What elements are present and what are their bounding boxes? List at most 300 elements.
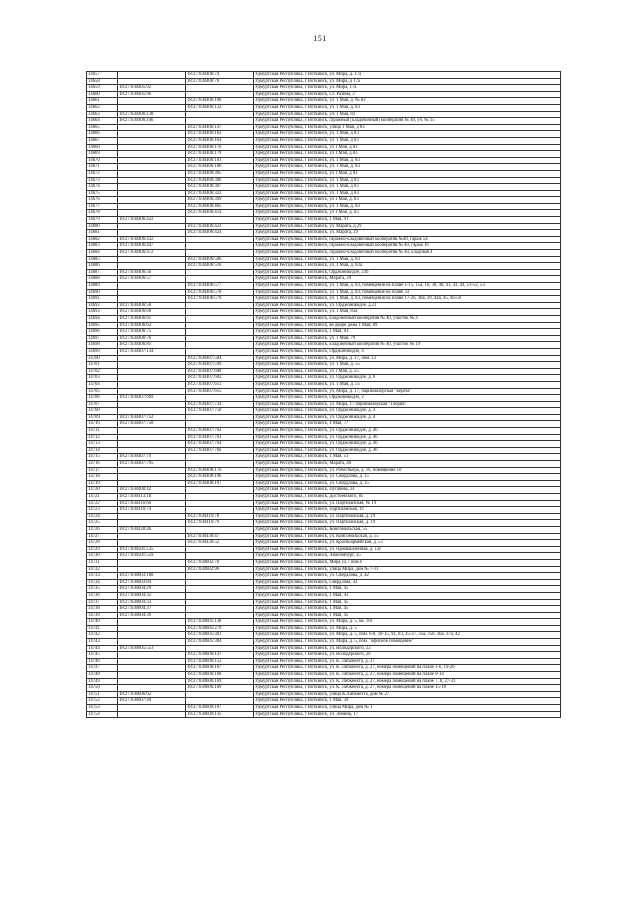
table-row — [87, 652, 561, 659]
address-cell: Удмуртская Республика, г Воткинск, Достоевского, 85 — [254, 494, 561, 501]
building-cadastral-number-cell: 18:27:030606:147 — [186, 652, 254, 659]
address-cell: Удмуртская Республика, г Воткинск, ул. Орджоникидзе, д. 46 — [254, 441, 561, 448]
address-cell: Удмуртская Республика, г Воткинск, ул. Робеспьера, д. 16, помещение 10 — [254, 467, 561, 474]
land-cadastral-number-cell — [118, 170, 186, 177]
building-cadastral-number-cell — [186, 507, 254, 514]
row-number-cell: 14752 — [87, 698, 118, 705]
building-cadastral-number-cell: 18:27:030606:169 — [186, 678, 254, 685]
land-cadastral-number-cell — [118, 137, 186, 144]
address-cell: Удмуртская Республика, г Воткинск, ул. Партизанская, № 19 — [254, 500, 561, 507]
building-cadastral-number-cell: 18:27:030430:52 — [186, 540, 254, 547]
table-row — [87, 553, 561, 560]
address-cell: Удмуртская Республика, г Воткинск, ул. 1 Мая, д. № 83 — [254, 98, 561, 105]
land-cadastral-number-cell: 18:27:030407:758 — [118, 421, 186, 428]
address-cell: Удмуртская Республика, г Воткинск, ул. Володарского, 26 — [254, 652, 561, 659]
address-cell: Удмуртская Республика, г Воткинск, 1 Мая, 45 — [254, 586, 561, 593]
land-cadastral-number-cell: 18:27:030501:535 — [118, 546, 186, 553]
row-number-cell: 14711 — [87, 428, 118, 435]
page-number: 151 — [313, 34, 327, 43]
building-cadastral-number-cell: 18:27:030407:584 — [186, 355, 254, 362]
table-row — [87, 408, 561, 415]
building-cadastral-number-cell: 18:27:030605:279 — [186, 625, 254, 632]
row-number-cell: 14753 — [87, 705, 118, 712]
building-cadastral-number-cell — [186, 573, 254, 580]
land-cadastral-number-cell — [118, 401, 186, 408]
building-cadastral-number-cell: 18:27:030407:766 — [186, 447, 254, 454]
row-number-cell: 14705 — [87, 388, 118, 395]
address-cell: Удмуртская Республика, г Воткинск, Орджоникидзе, 4 — [254, 348, 561, 355]
building-cadastral-number-cell: 18:27:030606:168 — [186, 672, 254, 679]
row-number-cell: 14727 — [87, 533, 118, 540]
address-cell: Удмуртская Республика, г Воткинск, гаражно-кладовочный кооператив № 40, гараж 16 — [254, 243, 561, 250]
table-row — [87, 513, 561, 520]
table-row — [87, 118, 561, 125]
row-number-cell: 14682 — [87, 236, 118, 243]
table-row — [87, 520, 561, 527]
land-cadastral-number-cell — [118, 151, 186, 158]
building-cadastral-number-cell — [186, 309, 254, 316]
row-number-cell: 14726 — [87, 526, 118, 533]
address-cell: Удмуртская Республика, г Воткинск, ул. 1 Мая, 83а — [254, 309, 561, 316]
address-cell: Удмуртская Республика, г Воткинск, ул. Партизанская, д. 19 — [254, 520, 561, 527]
table-row — [87, 315, 561, 322]
table-row — [87, 335, 561, 342]
building-cadastral-number-cell: 18:27:030406:181 — [186, 157, 254, 164]
building-cadastral-number-cell — [186, 698, 254, 705]
land-cadastral-number-cell — [118, 124, 186, 131]
building-cadastral-number-cell: 18:27:030407:764 — [186, 441, 254, 448]
land-cadastral-number-cell — [118, 566, 186, 573]
table-row — [87, 414, 561, 421]
address-cell: Удмуртская Республика, г Воткинск, Орджоникидзе, 2 — [254, 395, 561, 402]
address-cell: Удмуртская Республика, г Воткинск, ул 1 Мая, д 83 — [254, 151, 561, 158]
building-cadastral-number-cell — [186, 691, 254, 698]
building-cadastral-number-cell — [186, 606, 254, 613]
row-number-cell: 14708 — [87, 408, 118, 415]
table-row — [87, 474, 561, 481]
land-cadastral-number-cell — [118, 474, 186, 481]
land-cadastral-number-cell — [118, 711, 186, 718]
address-cell: Удмуртская Республика, г Воткинск, ул. Красноармейская, д. 53 — [254, 540, 561, 547]
building-cadastral-number-cell — [186, 342, 254, 349]
building-cadastral-number-cell — [186, 461, 254, 468]
building-cadastral-number-cell: 18:27:030406:176 — [186, 144, 254, 151]
land-cadastral-number-cell: 18:27:030604:33 — [118, 599, 186, 606]
address-cell: Удмуртская Республика, г Воткинск, 1 Мая, 77 — [254, 421, 561, 428]
row-number-cell: 14703 — [87, 375, 118, 382]
row-number-cell: 14710 — [87, 421, 118, 428]
row-number-cell: 14736 — [87, 592, 118, 599]
table-row — [87, 256, 561, 263]
table-row — [87, 388, 561, 395]
building-cadastral-number-cell: 18:27:030406:179 — [186, 151, 254, 158]
building-cadastral-number-cell — [186, 421, 254, 428]
address-cell: Удмуртская Республика, г Воткинск, ул. 1 Мая, д 83 — [254, 131, 561, 138]
table-row — [87, 250, 561, 257]
table-row — [87, 632, 561, 639]
address-cell: Удмуртская Республика, г Воткинск, ул 1 Мая, д 83 — [254, 170, 561, 177]
table-row — [87, 606, 561, 613]
land-cadastral-number-cell: 18:27:030603:168 — [118, 573, 186, 580]
building-cadastral-number-cell — [186, 494, 254, 501]
table-row — [87, 309, 561, 316]
address-cell: Удмуртская Республика, г Воткинск, ул. Мира, д. 5, пом. "офисное помещение" — [254, 639, 561, 646]
row-number-cell: 14658 — [87, 78, 118, 85]
address-cell: Удмуртская Республика, г Воткинск, ул. 1 Мая, д 83 — [254, 137, 561, 144]
land-cadastral-number-cell — [118, 705, 186, 712]
table-row — [87, 540, 561, 547]
table-row — [87, 296, 561, 303]
land-cadastral-number-cell: 18:27:030406:56 — [118, 269, 186, 276]
table-row — [87, 678, 561, 685]
row-number-cell: 14688 — [87, 276, 118, 283]
building-cadastral-number-cell: 18:27:030406:424 — [186, 230, 254, 237]
row-number-cell: 14657 — [87, 72, 118, 79]
row-number-cell: 14660 — [87, 91, 118, 98]
land-cadastral-number-cell: 18:27:030407:795 — [118, 461, 186, 468]
address-cell: Удмуртская Республика, г Воткинск, ул. Промышленная, д. 12Г — [254, 546, 561, 553]
row-number-cell: 14713 — [87, 441, 118, 448]
address-cell: Удмуртская Республика, г Воткинск, ул. Орджоникидзе, д. 46 — [254, 434, 561, 441]
building-cadastral-number-cell: 18:27:030430:47 — [186, 533, 254, 540]
address-cell: Удмуртская Республика, г Воткинск, ул. 1 Мая, д 83 — [254, 190, 561, 197]
land-cadastral-number-cell: 18:27:030406:146 — [118, 118, 186, 125]
table-row — [87, 322, 561, 329]
building-cadastral-number-cell — [186, 335, 254, 342]
land-cadastral-number-cell: 18:27:030604:32 — [118, 592, 186, 599]
table-row — [87, 698, 561, 705]
table-row — [87, 177, 561, 184]
table-row — [87, 645, 561, 652]
land-cadastral-number-cell: 18:27:030413:18 — [118, 494, 186, 501]
land-cadastral-number-cell: 18:27:030407:752 — [118, 414, 186, 421]
address-cell: Удмуртская Республика, г Воткинск, ул. Орджоникидзе, д. 4 — [254, 414, 561, 421]
row-number-cell: 14754 — [87, 711, 118, 718]
row-number-cell: 14676 — [87, 197, 118, 204]
land-cadastral-number-cell — [118, 428, 186, 435]
land-cadastral-number-cell — [118, 639, 186, 646]
table-row — [87, 342, 561, 349]
building-cadastral-number-cell: 18:27:030605:384 — [186, 639, 254, 646]
building-cadastral-number-cell: 18:27:030407:599 — [186, 362, 254, 369]
row-number-cell: 14669 — [87, 151, 118, 158]
land-cadastral-number-cell — [118, 157, 186, 164]
land-cadastral-number-cell: 18:27:030604:37 — [118, 606, 186, 613]
land-cadastral-number-cell — [118, 540, 186, 547]
building-cadastral-number-cell — [186, 612, 254, 619]
land-cadastral-number-cell: 18:27:030603:84 — [118, 579, 186, 586]
row-number-cell: 14731 — [87, 559, 118, 566]
building-cadastral-number-cell — [186, 414, 254, 421]
address-cell: Удмуртская Республика, г Воткинск, 1 Мая, 43 — [254, 592, 561, 599]
table-row — [87, 170, 561, 177]
address-cell: Удмуртская Республика, г Воткинск, кладовочный кооператив № 40, участок № 19 — [254, 342, 561, 349]
address-cell: Удмуртская Республика, г Воткинск, ул. Комсомольская, д. 55 — [254, 533, 561, 540]
table-row — [87, 111, 561, 118]
row-number-cell: 14718 — [87, 474, 118, 481]
building-cadastral-number-cell: 18:27:030406:100 — [186, 98, 254, 105]
row-number-cell: 14743 — [87, 639, 118, 646]
land-cadastral-number-cell: 18:27:030408:42 — [118, 487, 186, 494]
address-cell: Удмуртская Республика, г Воткинск, ул. Свердлова, д. 42 — [254, 573, 561, 580]
row-number-cell: 14734 — [87, 579, 118, 586]
building-cadastral-number-cell: 18:27:030407:763 — [186, 434, 254, 441]
row-number-cell: 14725 — [87, 520, 118, 527]
address-cell: Удмуртская Республика, г Воткинск, ул. 1 Мая, 79 — [254, 335, 561, 342]
building-cadastral-number-cell — [186, 487, 254, 494]
building-cadastral-number-cell — [186, 586, 254, 593]
address-cell: Удмуртская Республика, г Воткинск, улица 1 Мая, д 83 — [254, 124, 561, 131]
building-cadastral-number-cell: 18:27:030406:186 — [186, 164, 254, 171]
land-cadastral-number-cell — [118, 190, 186, 197]
land-cadastral-number-cell — [118, 672, 186, 679]
address-cell: Удмуртская Республика, г Воткинск, улица К.Либкнехта, дом № 27 — [254, 691, 561, 698]
building-cadastral-number-cell: 18:27:030406:579 — [186, 296, 254, 303]
table-row — [87, 269, 561, 276]
row-number-cell: 14668 — [87, 144, 118, 151]
land-cadastral-number-cell — [118, 368, 186, 375]
building-cadastral-number-cell: 18:27:030606:167 — [186, 665, 254, 672]
table-row — [87, 329, 561, 336]
land-cadastral-number-cell — [118, 144, 186, 151]
table-row — [87, 197, 561, 204]
land-cadastral-number-cell — [118, 434, 186, 441]
land-cadastral-number-cell: 18:27:030607:49 — [118, 698, 186, 705]
row-number-cell: 14677 — [87, 203, 118, 210]
address-cell: Удмуртская Республика, г Воткинск, ул. К. Либкнехта, д. 27 — [254, 658, 561, 665]
table-row — [87, 566, 561, 573]
table-row — [87, 672, 561, 679]
address-cell: Удмуртская Республика, г Воткинск, Мира ул.7 пом.6 — [254, 559, 561, 566]
table-row — [87, 711, 561, 718]
land-cadastral-number-cell — [118, 447, 186, 454]
land-cadastral-number-cell — [118, 362, 186, 369]
land-cadastral-number-cell — [118, 223, 186, 230]
address-cell: Удмуртская Республика, г Воткинск, ул 1 Мая, д. 55 — [254, 368, 561, 375]
building-cadastral-number-cell — [186, 592, 254, 599]
table-row — [87, 98, 561, 105]
building-cadastral-number-cell: 18:27:030407:734 — [186, 401, 254, 408]
address-cell: Удмуртская Республика, г Воткинск, кладовочный кооператив № 40, участок № 4 — [254, 315, 561, 322]
table-row — [87, 685, 561, 692]
building-cadastral-number-cell — [186, 546, 254, 553]
table-row — [87, 151, 561, 158]
land-cadastral-number-cell — [118, 658, 186, 665]
land-cadastral-number-cell — [118, 652, 186, 659]
land-cadastral-number-cell: 18:27:030406:75 — [118, 329, 186, 336]
row-number-cell: 14745 — [87, 652, 118, 659]
building-cadastral-number-cell — [186, 645, 254, 652]
table-row — [87, 283, 561, 290]
address-cell: Удмуртская Республика, г Воткинск, ул. К. Либкнехта, д. 27, номера помещений на плане 1-6, 19-26 — [254, 665, 561, 672]
table-row — [87, 355, 561, 362]
address-cell: Удмуртская Республика, г Воткинск, Партизанская, 19 — [254, 507, 561, 514]
building-cadastral-number-cell — [186, 118, 254, 125]
land-cadastral-number-cell — [118, 355, 186, 362]
row-number-cell: 14744 — [87, 645, 118, 652]
table-row — [87, 91, 561, 98]
row-number-cell: 14735 — [87, 586, 118, 593]
land-cadastral-number-cell — [118, 520, 186, 527]
row-number-cell: 14698 — [87, 342, 118, 349]
row-number-cell: 14666 — [87, 131, 118, 138]
land-cadastral-number-cell: 18:27:030605:553 — [118, 645, 186, 652]
building-cadastral-number-cell: 18:27:030602:70 — [186, 559, 254, 566]
land-cadastral-number-cell: 18:27:030430:46 — [118, 526, 186, 533]
address-cell: Удмуртская Республика, г Воткинск, гаражно-кладовочный кооператив №40, гараж 54 — [254, 236, 561, 243]
cadastral-register-table — [86, 71, 561, 718]
table-row — [87, 276, 561, 283]
building-cadastral-number-cell: 18:27:030406:305 — [186, 170, 254, 177]
row-number-cell: 14719 — [87, 480, 118, 487]
address-cell: Удмуртская Республика, г Воткинск, Марата, 29 — [254, 276, 561, 283]
address-cell: Удмуртская Республика, г Воткинск, ул. Марата, д 29 — [254, 223, 561, 230]
land-cadastral-number-cell: 18:27:030406:422 — [118, 217, 186, 224]
land-cadastral-number-cell — [118, 678, 186, 685]
address-cell: Удмуртская Республика, г Воткинск, ул. Мира, 17а — [254, 85, 561, 92]
table-row — [87, 85, 561, 92]
land-cadastral-number-cell — [118, 375, 186, 382]
table-row — [87, 507, 561, 514]
row-number-cell: 14740 — [87, 619, 118, 626]
address-cell: Удмуртская Республика, г Воткинск, ул. 1 Мая, д. 83 — [254, 164, 561, 171]
row-number-cell: 14751 — [87, 691, 118, 698]
building-cadastral-number-cell: 18:27:030408:196 — [186, 474, 254, 481]
address-cell: Удмуртская Республика, г Воткинск, ул. 1 Мая, д. 83 — [254, 256, 561, 263]
table-row — [87, 72, 561, 79]
land-cadastral-number-cell: 18:27:030501:559 — [118, 553, 186, 560]
land-cadastral-number-cell: 18:27:030416:66 — [118, 500, 186, 507]
table-row — [87, 302, 561, 309]
table-row — [87, 599, 561, 606]
table-row — [87, 131, 561, 138]
table-row — [87, 691, 561, 698]
row-number-cell: 14700 — [87, 355, 118, 362]
row-number-cell: 14673 — [87, 177, 118, 184]
building-cadastral-number-cell: 18:27:030406:76 — [186, 78, 254, 85]
table-row — [87, 434, 561, 441]
land-cadastral-number-cell: 18:27:030604:39 — [118, 612, 186, 619]
address-cell: Удмуртская Республика, г Воткинск, ул. Ленина, 17 — [254, 711, 561, 718]
land-cadastral-number-cell — [118, 408, 186, 415]
row-number-cell: 14691 — [87, 296, 118, 303]
table-row — [87, 381, 561, 388]
address-cell: Удмуртская Республика, г Воткинск, ул. Партизанская, д. 19 — [254, 513, 561, 520]
building-cadastral-number-cell — [186, 236, 254, 243]
address-cell: Удмуртская Республика, г Воткинск, ул. Мира, д. 5 — [254, 625, 561, 632]
land-cadastral-number-cell — [118, 296, 186, 303]
row-number-cell: 14679 — [87, 217, 118, 224]
building-cadastral-number-cell — [186, 302, 254, 309]
building-cadastral-number-cell — [186, 395, 254, 402]
table-row — [87, 625, 561, 632]
table-row — [87, 184, 561, 191]
table-row — [87, 223, 561, 230]
row-number-cell: 14714 — [87, 447, 118, 454]
building-cadastral-number-cell: 18:27:030407:615 — [186, 388, 254, 395]
row-number-cell: 14694 — [87, 315, 118, 322]
address-cell: Удмуртская Республика, г Воткинск, ул. Свердлова, д. 15 — [254, 480, 561, 487]
row-number-cell: 14747 — [87, 665, 118, 672]
row-number-cell: 14672 — [87, 170, 118, 177]
row-number-cell: 14670 — [87, 157, 118, 164]
table-row — [87, 592, 561, 599]
row-number-cell: 14680 — [87, 223, 118, 230]
land-cadastral-number-cell — [118, 256, 186, 263]
row-number-cell: 14738 — [87, 606, 118, 613]
address-cell: Удмуртская Республика, г Воткинск, ул. 1 Мая, д. 55 — [254, 381, 561, 388]
land-cadastral-number-cell — [118, 480, 186, 487]
address-cell: Удмуртская Республика, г Воткинск, 1 Мая, 45 — [254, 606, 561, 613]
building-cadastral-number-cell: 18:27:030416:78 — [186, 513, 254, 520]
table-row — [87, 467, 561, 474]
building-cadastral-number-cell — [186, 599, 254, 606]
building-cadastral-number-cell — [186, 85, 254, 92]
table-row — [87, 124, 561, 131]
row-number-cell: 14729 — [87, 546, 118, 553]
building-cadastral-number-cell — [186, 250, 254, 257]
address-cell: Удмуртская Республика, г Воткинск, ул. 1 Мая, д. 83, помещения на плане 17-26, 38а, 39, 44а, 45, 46-50 — [254, 296, 561, 303]
land-cadastral-number-cell: 18:27:030406:57 — [118, 276, 186, 283]
land-cadastral-number-cell: 18:27:030406:138 — [118, 111, 186, 118]
land-cadastral-number-cell — [118, 441, 186, 448]
address-cell: Удмуртская Республика, г Воткинск, 1 Мая, 39 — [254, 698, 561, 705]
building-cadastral-number-cell: 18:27:030416:79 — [186, 520, 254, 527]
address-cell: Удмуртская Республика, г Воткинск, ул. 1 Мая, д. 83 — [254, 104, 561, 111]
table-row — [87, 236, 561, 243]
table-row — [87, 375, 561, 382]
address-cell: Удмуртская Республика, г Воткинск, ул. Орджоникидзе, д. 4 — [254, 408, 561, 415]
building-cadastral-number-cell: 18:27:030606:169 — [186, 685, 254, 692]
land-cadastral-number-cell: 18:27:030407:669 — [118, 395, 186, 402]
row-number-cell: 14667 — [87, 137, 118, 144]
row-number-cell: 14674 — [87, 184, 118, 191]
row-number-cell: 14696 — [87, 329, 118, 336]
building-cadastral-number-cell — [186, 315, 254, 322]
land-cadastral-number-cell: 18:27:030405:92 — [118, 85, 186, 92]
building-cadastral-number-cell: 18:27:030406:423 — [186, 223, 254, 230]
building-cadastral-number-cell: 18:27:030408:197 — [186, 480, 254, 487]
building-cadastral-number-cell — [186, 269, 254, 276]
address-cell: Удмуртская Республика, г Воткинск, ул. К. Либкнехта, д. 27, номера помещений на плане 9-14 — [254, 672, 561, 679]
building-cadastral-number-cell: 18:27:030406:322 — [186, 190, 254, 197]
land-cadastral-number-cell: 18:27:030604:29 — [118, 586, 186, 593]
address-cell: Удмуртская Республика, г Воткинск, ул. Мира, д. 5, пом. 6-8, 10-15, 91, 93, 35-37, 35а, 35б, 36а, 37а, 42 — [254, 632, 561, 639]
building-cadastral-number-cell: 18:27:030407:762 — [186, 428, 254, 435]
building-cadastral-number-cell — [186, 276, 254, 283]
row-number-cell: 14750 — [87, 685, 118, 692]
row-number-cell: 14671 — [87, 164, 118, 171]
address-cell: Удмуртская Республика, г Воткинск, 1 Мая, 91 — [254, 217, 561, 224]
row-number-cell: 14690 — [87, 289, 118, 296]
land-cadastral-number-cell — [118, 203, 186, 210]
table-row — [87, 579, 561, 586]
land-cadastral-number-cell: 18:27:030416:74 — [118, 507, 186, 514]
row-number-cell: 14702 — [87, 368, 118, 375]
table-row — [87, 480, 561, 487]
row-number-cell: 14664 — [87, 118, 118, 125]
row-number-cell: 14675 — [87, 190, 118, 197]
row-number-cell: 14659 — [87, 85, 118, 92]
building-cadastral-number-cell — [186, 111, 254, 118]
address-cell: Удмуртская Республика, г Воткинск, ул. Володарского, 22 — [254, 645, 561, 652]
table-row — [87, 665, 561, 672]
building-cadastral-number-cell — [186, 217, 254, 224]
table-row — [87, 461, 561, 468]
land-cadastral-number-cell — [118, 559, 186, 566]
building-cadastral-number-cell: 18:27:030407:750 — [186, 408, 254, 415]
land-cadastral-number-cell: 18:27:030406:61 — [118, 315, 186, 322]
